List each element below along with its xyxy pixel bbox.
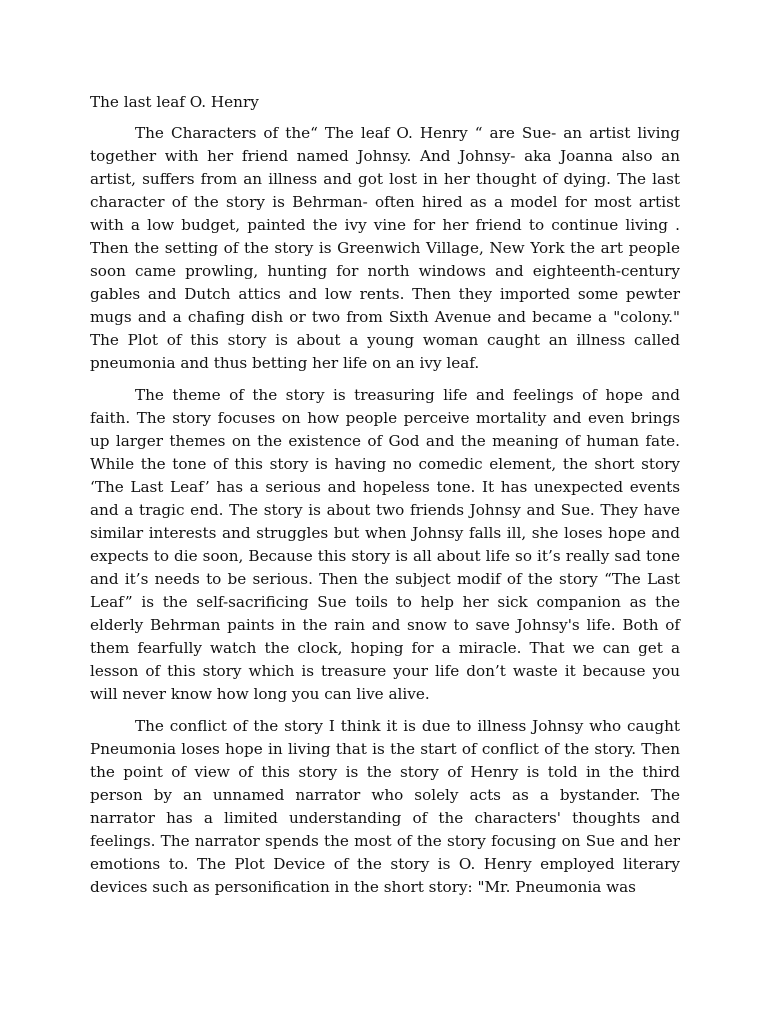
paragraph-theme-tone: The theme of the story is treasuring life and feelings of hope and faith. The story focuses on how people perceive mortality and even brings up larger themes on the existence of God and the meaning of human fate. While the tone of this story is having no comedic element, the short story ‘The Last Leaf’ has a serious and hopeless tone. It has unexpected events and a tragic end. The story is about two friends Johnsy and Sue. They have similar interests and struggles but when Johnsy falls ill, she loses hope and expects to die soon, Because this story is all about life so it’s really sad tone and it’s needs to be serious. Then the subject modif of the story “The Last Leaf” is the self-sacrificing Sue toils to help her sick companion as the elderly Behrman paints in the rain and snow to save Johnsy's life. Both of them fearfully watch the clock, hoping for a miracle. That we can get a lesson of this story which is treasure your life don’t waste it because you will never know how long you can live alive. [90,386,680,703]
paragraph-characters-setting-plot: The Characters of the“ The leaf O. Henry “ are Sue- an artist living together with her friend named Johnsy. And Johnsy- aka Joanna also an artist, suffers from an illness and got lost in her thought of dying. The last character of the story is Behrman- often hired as a model for most artist with a low budget, painted the ivy vine for her friend to continue living . Then the setting of the story is Greenwich Village, New York the art people soon came prowling, hunting for north windows and eighteenth-century gables and Dutch attics and low rents. Then they imported some pewter mugs and a chafing dish or two from Sixth Avenue and became a "colony." The Plot of this story is about a young woman caught an illness called pneumonia and thus betting her life on an ivy leaf. [90,124,680,372]
document-page [90,91,680,908]
document-title: The last leaf O. Henry [90,93,259,111]
paragraph-conflict-point-of-view: The conflict of the story I think it is due to illness Johnsy who caught Pneumonia loses hope in living that is the start of conflict of the story. Then the point of view of this story is the story of Henry is told in the third person by an unnamed narrator who solely acts as a bystander. The narrator has a limited understanding of the characters' thoughts and feelings. The narrator spends the most of the story focusing on Sue and her emotions to. The Plot Device of the story is O. Henry employed literary devices such as personification in the short story: "Mr. Pneumonia was [90,717,680,896]
